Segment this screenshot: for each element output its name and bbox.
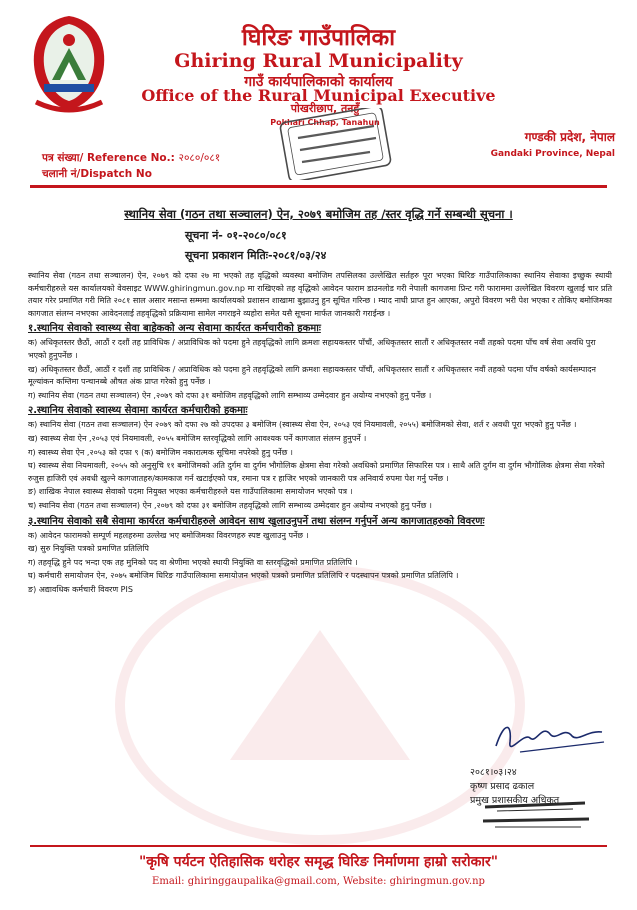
section-2-item: क) स्थानिय सेवा (गठन तथा सञ्चालन) ऐन २०७९ को दफा २७ को उपदफा ३ बमोजिम (स्वास्थ्य सेवा ऐन, २०५३ एवं नियमावली, २०५५) बमोजिमको सेवा, शर्त र अवधी पूरा भएको हुनु पर्नेछ । [28,420,577,430]
handwritten-signature-icon [490,712,610,758]
footer-divider [30,845,607,847]
section-2-heading: २.स्थानिय सेवाको स्वास्थ्य सेवामा कार्यरत कर्मचारीको हकमाः [28,405,248,417]
reference-value: २०८०/०८१ [178,152,221,164]
signatory-designation: प्रमुख प्रशासकीय अधिकृत [470,795,560,806]
watermark-emblem-icon [110,560,530,850]
section-3-item: ख) सुरु नियुक्ति पत्रको प्रमाणित प्रतिलिपि [28,544,149,554]
notice-title: स्थानिय सेवा (गठन तथा सञ्चालन) ऐन, २०७९ बमोजिम तह /स्तर वृद्धि गर्ने सम्बन्धी सूचना । [124,207,513,221]
section-1-heading: १.स्थानिय सेवाको स्वास्थ्य सेवा बाहेकको अन्य सेवामा कार्यरत कर्मचारीको हकमाः [28,323,321,335]
section-3-item: घ) कर्मचारी समायोजन ऐन, २०७५ बमोजिम घिरिङ गाउँपालिकामा समायोजन भएको पत्रको प्रमाणित प्रतिलिपि र पदस्थापन पत्रको प्रमाणित प्रतिलिपि । [28,571,459,581]
header-divider [30,185,607,188]
section-2-item: ख) स्वास्थ्य सेवा ऐन ,२०५३ एवं नियमावली, २०५५ बमोजिम स्तरवृद्धिको लागि आवश्यक पर्ने कागजात संलग्न हुनुपर्ने । [28,433,367,443]
notice-body [28,270,612,597]
dispatch-label: चलानी नं/Dispatch No [42,168,152,180]
signature-date: २०८१।०३।२४ [470,767,517,778]
office-name-en: Office of the Rural Municipal Executive [141,86,496,105]
section-3-heading: ३.स्थानिय सेवाको सबै सेवामा कार्यरत कर्मचारीहरुले आवेदन साथ खुलाउनुपर्ने तथा संलग्न गर्नुपर्ने अन्य कागजातहरुको विवरणः [28,515,485,527]
province-np: गण्डकी प्रदेश, नेपाल [524,130,615,144]
notice-date: सूचना प्रकाशन मितिः-२०८१/०३/२४ [185,249,327,262]
reference-label: पत्र संख्या/ Reference No.: [42,152,175,164]
address-np: पोखरीछाप, तनहुँ [290,102,360,115]
section-1-item: क) अधिकृतस्तर छैठौं, आठौं र दशौं तह प्राविधिक / अप्राविधिक को पदमा हुने तहवृद्धिको लागि क्रमशः सहायकस्तर पाँचौं, अधिकृतस्तर सातौं र अधिकृतस्तर नवौं तहको पदमा पाँच वर्ष सेवा अवधि पुरा भएको हुनुपर्नेछ । [28,338,596,360]
section-2-item: घ) स्वास्थ्य सेवा नियमावली, २०५५ को अनुसुचि ११ बमोजिमको अति दुर्गम वा दुर्गम भौगोलिक क्षेत्रमा सेवा गरेको अवधिको प्रमाणित सिफारिस पत्र । साथै अति दुर्गम वा दुर्गम भौगोलिक क्षेत्रमा सेवा गरेको रुजुस हाजिरी एवं अवधी खुल्ने कागजातहरु/कामकाज गर्न खटाईएको पत्र, रमाना पत्र र हाजिर भएको जानकारी पत्र अनिवार्य रुपमा पेश गर्नु पर्नेछ । [28,461,605,483]
municipality-name-np: घिरिङ गाउँपालिका [241,25,396,51]
notice-number: सूचना नं- ०१-२०८०/०८१ [185,229,287,242]
section-3-item: ग) तहवृद्धि हुने पद भन्दा एक तह मुनिको पद वा श्रेणीमा भएको स्थायी नियुक्ति वा स्तरवृद्धिको प्रमाणित प्रतिलिपि । [28,557,358,567]
office-name-np: गाउँ कार्यपालिकाको कार्यालय [244,74,393,90]
signatory-seal-icon [477,797,595,833]
section-2-item: ङ) शाखिक नेपाल स्वास्थ्य सेवाको पदमा नियुक्त भएका कर्मचारीहरुले यस गाउँपालिकामा समायोजन भएको पत्र । [28,487,353,497]
notice-intro: स्थानिय सेवा (गठन तथा सञ्चालन) ऐन, २०७९ को दफा २७ मा भएको तह वृद्धिको व्यवस्था बमोजिम तपसिलका उल्लेखित सर्तहरु पूरा भएका घिरिङ गाउँपालिकाका स्थानिय सेवाका इच्छुक स्थायी कर्मचारीहरुले यस कार्यालयको वेवसाइट WWW.ghiringmun.gov.np मा राखिएको तह वृद्धिको आवेदन फाराम डाउनलोड गरी नेपाली कागजमा प्रिन्ट गरी फाराममा उल्लेखित विवरण खुलाई चार प्रति तयार गरेर प्रमाणित गरी मिति २०८१ साल असार मसान्त सम्ममा कार्यालयको प्रशासन शाखामा बुझाउनु हुन सूचित गरिन्छ । म्याद नाघी प्राप्त हुन आएका, अपुरो विवरण भरी पेश भएका र तोकिए बमोजिमका कागजात संलग्न नभएका आवेदनलाई तहवृद्धिको प्रक्रियामा सामेल नगराइने व्यहोरा समेत यसै सूचना मार्फत जानकारी गराईन्छ । [28,271,612,318]
section-3-item: ङ) अद्यावधिक कर्मचारी विवरण PIS [28,584,133,594]
office-stamp-icon [278,108,393,180]
footer-slogan: "कृषि पर्यटन ऐतिहासिक धरोहर समृद्ध घिरिङ निर्माणमा हाम्रो सरोकार" [138,854,498,870]
section-2-item: ग) स्वास्थ्य सेवा ऐन ,२०५३ को दफा ९ (क) बमोजिम नकारात्मक सूचिमा नपरेको हुनु पर्नेछ । [28,447,293,457]
address-en: Pokhari Chhap, Tanahun [270,118,380,127]
section-1-item: ग) स्थानिय सेवा (गठन तथा सञ्चालन) ऐन ,२०७९ को दफा ३१ बमोजिम तहवृद्धिको लागि सम्भाव्य उम्मेदवार हुन अयोग्य नभएको हुनु पर्नेछ । [28,390,432,400]
footer-contact: Email: ghiringgaupalika@gmail.com, Website: ghiringmun.gov.np [152,876,485,887]
signatory-name: कृष्ण प्रसाद ढकाल [470,781,535,792]
province-en: Gandaki Province, Nepal [490,149,615,159]
section-2-item: च) स्थानिय सेवा (गठन तथा सञ्चालन) ऐन ,२०७९ को दफा ३१ बमोजिम तहवृद्धिको लागि सम्भाव्य उम्मेदवार हुन अयोग्य नभएको हुनु पर्नेछ । [28,500,432,510]
section-3-item: क) आवेदन फारामको सम्पूर्ण महलहरुमा उल्लेख भए बमोजिमका विवरणहरु स्पष्ट खुलाउनु पर्नेछ । [28,530,309,540]
reference-line [42,150,220,166]
province-block [491,128,615,159]
section-1-item: ख) अधिकृतस्तर छैठौं, आठौं र दशौं तह प्राविधिक / अप्राविधिक को पदमा हुने तहवृद्धिको लागि क्रमशः सहायकस्तर पाँचौं, अधिकृतस्तर सातौं र अधिकृतस्तर नवौं तहको पदमा पाँच वर्षको कार्यसम्पादन मूल्यांकन कम्तिमा पन्चानब्बे औषत अंक प्राप्त गरेको हुनु पर्नेछ । [28,364,596,387]
reference-block [42,150,220,182]
municipality-name-en: Ghiring Rural Municipality [174,50,463,72]
